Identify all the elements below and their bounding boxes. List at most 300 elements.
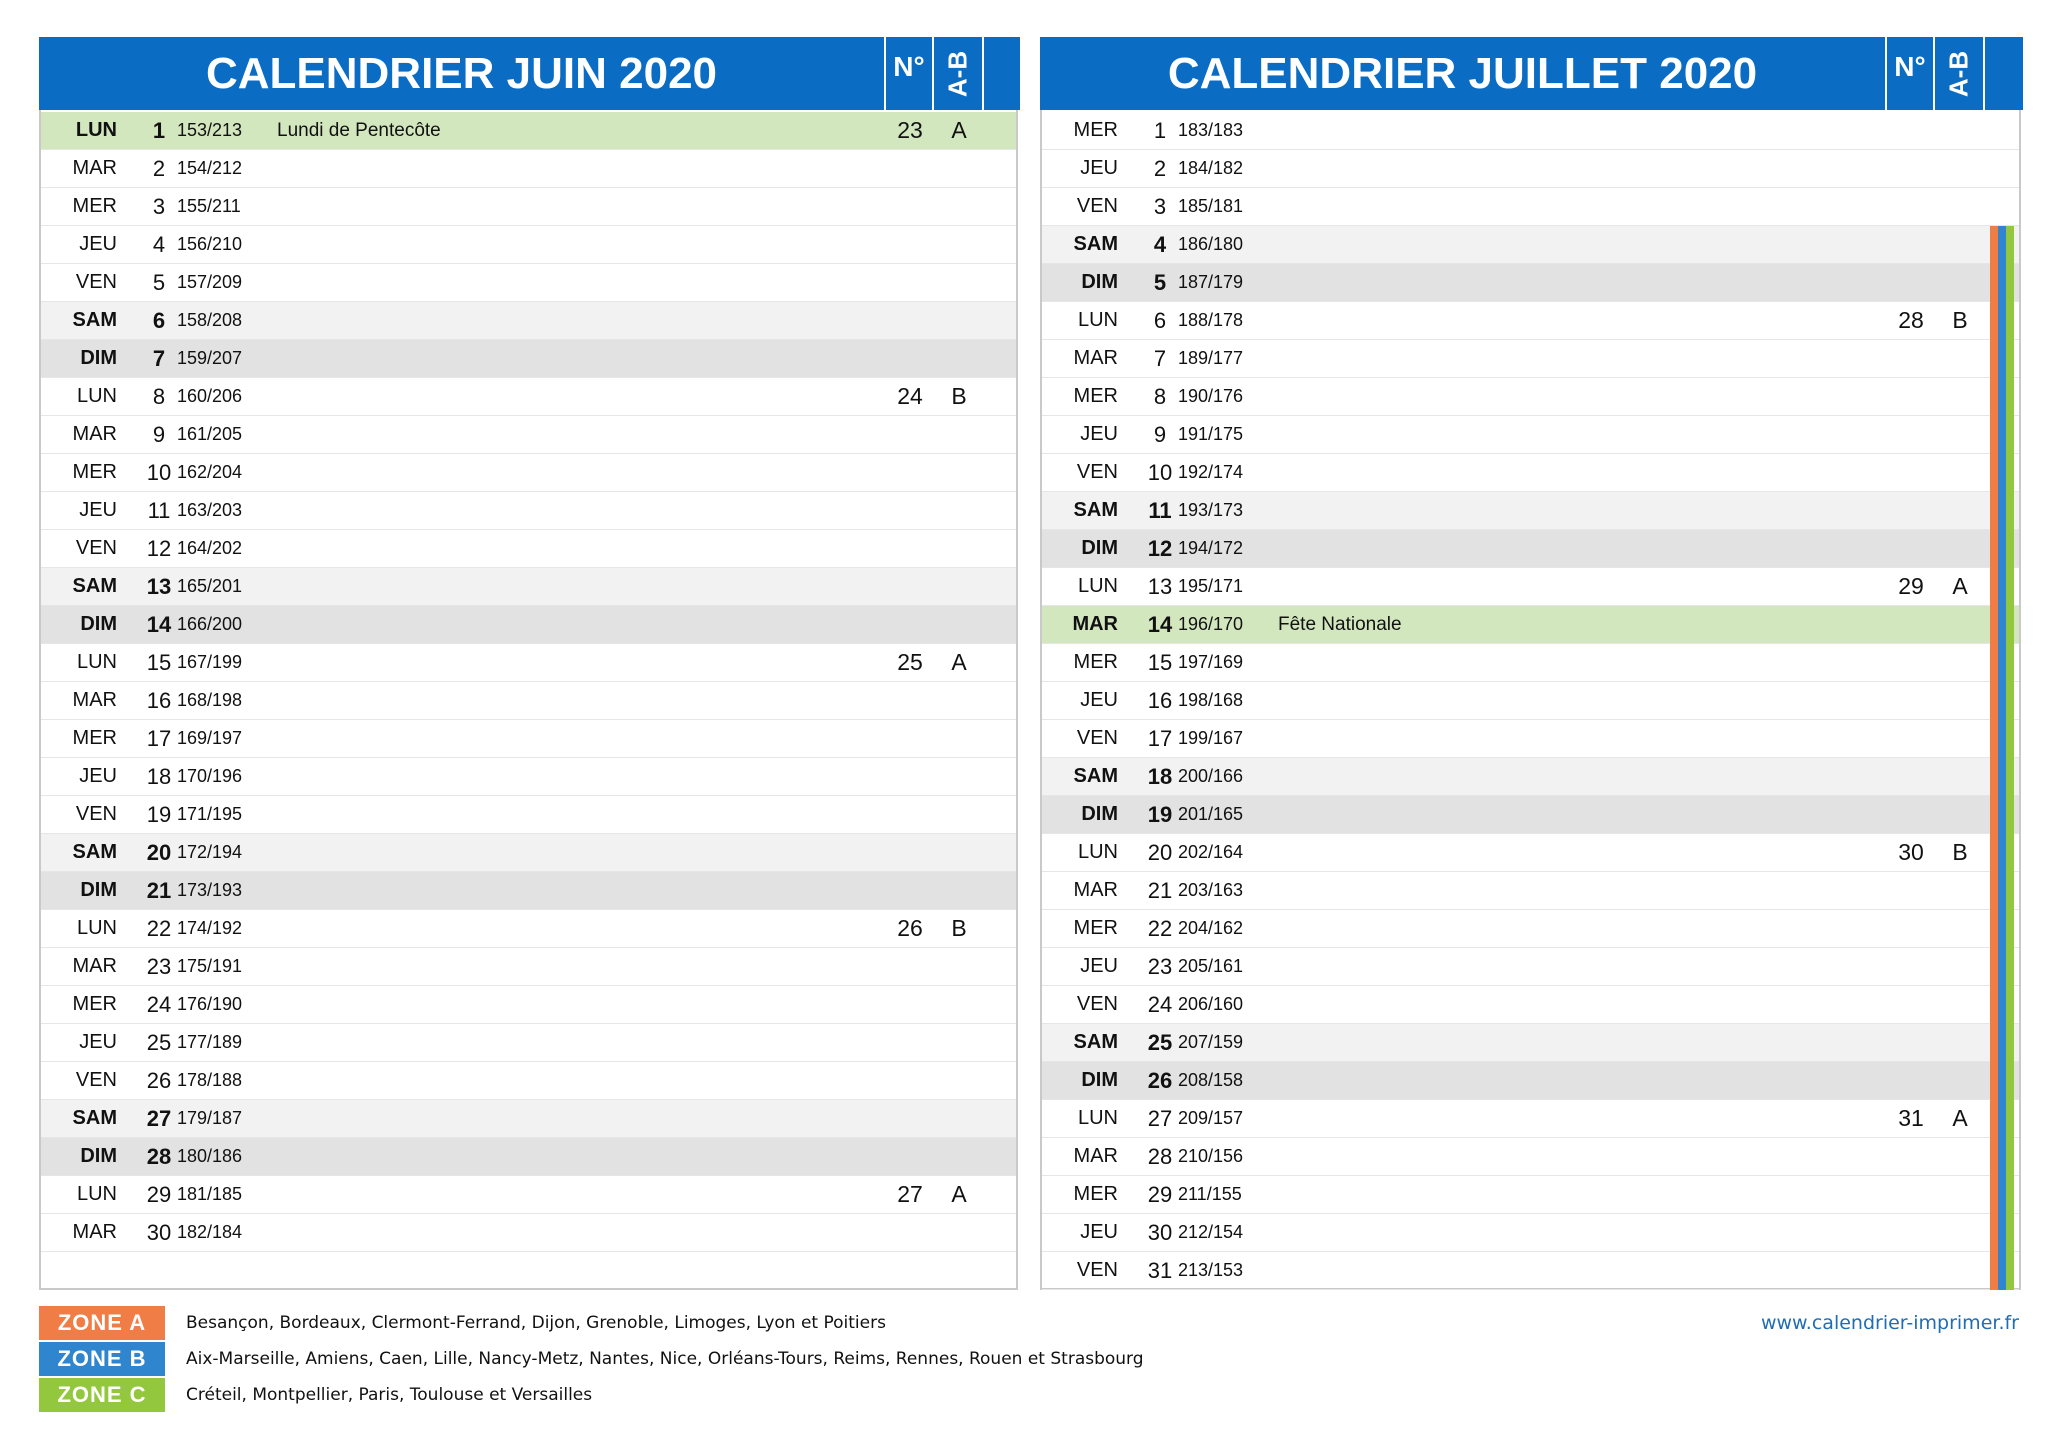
day-number: 2 xyxy=(1153,156,1167,181)
week-number: 27 xyxy=(897,1181,923,1207)
week-number xyxy=(886,1024,934,1061)
vacation-zone-a-strip xyxy=(1990,872,1998,910)
day-of-year: 183/183 xyxy=(1178,120,1244,140)
day-of-year: 167/199 xyxy=(177,652,243,672)
week-number xyxy=(886,872,934,909)
day-number: 19 xyxy=(1147,802,1173,827)
week-number xyxy=(1887,492,1935,529)
week-number: 30 xyxy=(1898,839,1924,865)
vacation-zone-b-strip xyxy=(1998,1252,2006,1290)
event-label xyxy=(277,454,697,491)
july-day-row xyxy=(1042,1062,2019,1100)
vacation-zone-b-strip xyxy=(1998,1024,2006,1062)
day-number: 5 xyxy=(1153,270,1167,295)
week-number xyxy=(1887,188,1935,225)
vacation-zone-c-strip xyxy=(2006,986,2014,1024)
vacation-zone-c-strip xyxy=(2006,682,2014,720)
week-ab: A xyxy=(951,117,967,143)
day-name: LUN xyxy=(76,385,117,407)
event-label xyxy=(277,1138,697,1175)
day-of-year: 196/170 xyxy=(1178,614,1244,634)
day-of-year: 160/206 xyxy=(177,386,243,406)
week-number xyxy=(1887,1252,1935,1289)
day-number: 24 xyxy=(1147,992,1173,1017)
vacation-zone-a-strip xyxy=(1990,834,1998,872)
event-label xyxy=(277,150,697,187)
day-name: SAM xyxy=(1073,1031,1118,1053)
vacation-zone-c-strip xyxy=(2006,568,2014,606)
week-ab xyxy=(1935,644,1985,681)
vacation-zone-a-strip xyxy=(1990,1062,1998,1100)
vacation-zone-b-strip xyxy=(1998,530,2006,568)
day-name: MER xyxy=(72,993,117,1015)
week-ab xyxy=(934,758,984,795)
day-number: 11 xyxy=(147,498,171,523)
day-number: 7 xyxy=(1153,346,1167,371)
week-ab xyxy=(1935,492,1985,529)
day-name: MER xyxy=(1073,1183,1118,1205)
week-ab xyxy=(1935,530,1985,567)
day-name: MER xyxy=(1073,385,1118,407)
july-day-row xyxy=(1042,416,2019,454)
day-number: 28 xyxy=(1147,1144,1173,1169)
day-name: MAR xyxy=(1073,879,1118,901)
week-number xyxy=(886,530,934,567)
day-of-year: 182/184 xyxy=(177,1222,243,1242)
day-of-year: 200/166 xyxy=(1178,766,1244,786)
day-number: 8 xyxy=(1153,384,1167,409)
event-label xyxy=(1278,1024,1698,1061)
week-ab xyxy=(934,1024,984,1061)
june-day-row xyxy=(41,1024,1016,1062)
june-day-row xyxy=(41,986,1016,1024)
event-label xyxy=(277,492,697,529)
event-label xyxy=(277,340,697,377)
week-ab xyxy=(1935,758,1985,795)
july-day-row xyxy=(1042,112,2019,150)
day-number: 16 xyxy=(146,688,172,713)
july-day-row xyxy=(1042,1252,2019,1290)
week-ab xyxy=(934,796,984,833)
day-name: JEU xyxy=(79,233,117,255)
week-ab: B xyxy=(951,915,967,941)
day-number: 21 xyxy=(1147,878,1173,903)
week-number xyxy=(886,1214,934,1251)
week-ab xyxy=(1935,1176,1985,1213)
event-label xyxy=(1278,454,1698,491)
week-number: 23 xyxy=(897,117,923,143)
vacation-zone-a-strip xyxy=(1990,568,1998,606)
july-zone-header xyxy=(1983,37,2023,110)
july-day-row xyxy=(1042,682,2019,720)
day-number: 8 xyxy=(152,384,166,409)
vacation-zone-b-strip xyxy=(1998,720,2006,758)
day-of-year: 153/213 xyxy=(177,120,243,140)
event-label xyxy=(1278,720,1698,757)
july-day-row xyxy=(1042,948,2019,986)
week-ab xyxy=(1935,986,1985,1023)
vacation-zone-c-strip xyxy=(2006,872,2014,910)
week-ab xyxy=(1935,188,1985,225)
vacation-zone-b-strip xyxy=(1998,378,2006,416)
vacation-zone-a-strip xyxy=(1990,720,1998,758)
zone-a-cities: Besançon, Bordeaux, Clermont-Ferrand, Dijon, Grenoble, Limoges, Lyon et Poitiers xyxy=(186,1313,886,1333)
week-number xyxy=(886,834,934,871)
day-name: SAM xyxy=(1073,499,1118,521)
day-number: 7 xyxy=(152,346,166,371)
vacation-zone-c-strip xyxy=(2006,492,2014,530)
vacation-zone-a-strip xyxy=(1990,1176,1998,1214)
day-of-year: 175/191 xyxy=(177,956,243,976)
july-day-row xyxy=(1042,796,2019,834)
day-name: LUN xyxy=(1077,1107,1118,1129)
july-header xyxy=(1040,37,2023,110)
vacation-zone-a-strip xyxy=(1990,1024,1998,1062)
vacation-zone-c-strip xyxy=(2006,1138,2014,1176)
day-name: DIM xyxy=(80,613,117,635)
day-of-year: 168/198 xyxy=(177,690,243,710)
day-of-year: 164/202 xyxy=(177,538,243,558)
june-day-row xyxy=(41,112,1016,150)
week-number xyxy=(1887,1024,1935,1061)
week-ab xyxy=(934,454,984,491)
event-label xyxy=(277,264,697,301)
week-ab xyxy=(934,150,984,187)
vacation-zone-c-strip xyxy=(2006,302,2014,340)
day-number: 28 xyxy=(146,1144,172,1169)
day-name: MAR xyxy=(72,423,117,445)
day-of-year: 155/211 xyxy=(177,196,241,216)
day-number: 9 xyxy=(1153,422,1167,447)
week-ab xyxy=(934,606,984,643)
day-number: 5 xyxy=(152,270,166,295)
week-number xyxy=(886,606,934,643)
event-label xyxy=(277,1214,697,1251)
vacation-zone-c-strip xyxy=(2006,264,2014,302)
event-label xyxy=(1278,150,1698,187)
week-ab xyxy=(1935,454,1985,491)
day-number: 27 xyxy=(146,1106,172,1131)
week-ab: B xyxy=(1952,839,1968,865)
event-label xyxy=(1278,1062,1698,1099)
day-name: MAR xyxy=(1073,1145,1118,1167)
vacation-zone-c-strip xyxy=(2006,226,2014,264)
day-of-year: 204/162 xyxy=(1178,918,1244,938)
event-label xyxy=(1278,796,1698,833)
week-ab xyxy=(934,1062,984,1099)
day-number: 15 xyxy=(1147,650,1173,675)
day-number: 18 xyxy=(146,764,172,789)
event-label xyxy=(1278,302,1698,339)
event-label xyxy=(1278,682,1698,719)
july-day-row xyxy=(1042,302,2019,340)
june-day-row xyxy=(41,1062,1016,1100)
week-number xyxy=(1887,720,1935,757)
day-number: 30 xyxy=(146,1220,172,1245)
vacation-zone-a-strip xyxy=(1990,454,1998,492)
week-ab xyxy=(934,1100,984,1137)
june-zone-header xyxy=(982,37,1020,110)
day-number: 23 xyxy=(146,954,172,979)
event-label xyxy=(1278,492,1698,529)
day-number: 6 xyxy=(152,308,166,333)
vacation-zone-c-strip xyxy=(2006,416,2014,454)
day-name: SAM xyxy=(1073,765,1118,787)
july-day-row xyxy=(1042,568,2019,606)
week-number xyxy=(1887,530,1935,567)
day-of-year: 193/173 xyxy=(1178,500,1244,520)
day-name: DIM xyxy=(1081,1069,1118,1091)
event-label xyxy=(1278,530,1698,567)
june-day-row xyxy=(41,568,1016,606)
day-number: 29 xyxy=(146,1182,172,1207)
day-name: JEU xyxy=(79,499,117,521)
event-label xyxy=(1278,340,1698,377)
week-number xyxy=(1887,986,1935,1023)
day-of-year: 162/204 xyxy=(177,462,243,482)
week-ab xyxy=(1935,1252,1985,1289)
july-day-row xyxy=(1042,758,2019,796)
week-number xyxy=(1887,1176,1935,1213)
week-ab xyxy=(934,720,984,757)
event-label xyxy=(1278,758,1698,795)
june-header xyxy=(39,37,1020,110)
june-day-row xyxy=(41,454,1016,492)
day-of-year: 156/210 xyxy=(177,234,243,254)
july-day-row xyxy=(1042,834,2019,872)
day-number: 14 xyxy=(1147,612,1173,637)
july-day-row xyxy=(1042,454,2019,492)
day-of-year: 187/179 xyxy=(1178,272,1244,292)
vacation-zone-a-strip xyxy=(1990,530,1998,568)
vacation-zone-b-strip xyxy=(1998,264,2006,302)
day-of-year: 211/155 xyxy=(1178,1184,1242,1204)
day-number: 1 xyxy=(152,118,166,143)
june-day-row xyxy=(41,872,1016,910)
day-name: MER xyxy=(1073,917,1118,939)
week-number xyxy=(886,986,934,1023)
day-name: MAR xyxy=(72,1221,117,1243)
day-name: LUN xyxy=(75,119,117,141)
event-label xyxy=(1278,986,1698,1023)
week-ab xyxy=(934,1214,984,1251)
vacation-zone-c-strip xyxy=(2006,758,2014,796)
day-number: 27 xyxy=(1147,1106,1173,1131)
day-number: 26 xyxy=(146,1068,172,1093)
day-number: 3 xyxy=(1153,194,1167,219)
day-of-year: 212/154 xyxy=(1178,1222,1244,1242)
july-day-row xyxy=(1042,340,2019,378)
vacation-zone-c-strip xyxy=(2006,1100,2014,1138)
day-of-year: 179/187 xyxy=(177,1108,243,1128)
event-label xyxy=(1278,948,1698,985)
event-label xyxy=(1278,1252,1698,1289)
week-number xyxy=(886,1138,934,1175)
july-day-row xyxy=(1042,872,2019,910)
day-of-year: 181/185 xyxy=(177,1184,243,1204)
day-of-year: 203/163 xyxy=(1178,880,1244,900)
week-number xyxy=(1887,150,1935,187)
week-ab xyxy=(934,948,984,985)
week-number xyxy=(886,948,934,985)
day-number: 18 xyxy=(1147,764,1173,789)
july-day-row xyxy=(1042,1176,2019,1214)
day-name: VEN xyxy=(1076,461,1118,483)
vacation-zone-a-strip xyxy=(1990,758,1998,796)
week-number: 28 xyxy=(1898,307,1924,333)
day-of-year: 178/188 xyxy=(177,1070,243,1090)
vacation-zone-a-strip xyxy=(1990,302,1998,340)
week-ab xyxy=(1935,1024,1985,1061)
day-name: SAM xyxy=(72,309,117,331)
day-number: 31 xyxy=(1147,1258,1173,1283)
vacation-zone-c-strip xyxy=(2006,340,2014,378)
event-label xyxy=(277,1024,697,1061)
day-of-year: 171/195 xyxy=(177,804,243,824)
day-of-year: 195/171 xyxy=(1178,576,1244,596)
day-of-year: 205/161 xyxy=(1178,956,1244,976)
day-of-year: 188/178 xyxy=(1178,310,1244,330)
day-of-year: 159/207 xyxy=(177,348,243,368)
week-number xyxy=(1887,758,1935,795)
calendar-july xyxy=(1040,37,2021,1290)
day-number: 2 xyxy=(152,156,166,181)
day-of-year: 185/181 xyxy=(1178,196,1244,216)
vacation-zone-a-strip xyxy=(1990,910,1998,948)
day-of-year: 177/189 xyxy=(177,1032,243,1052)
week-number xyxy=(1887,226,1935,263)
june-rows xyxy=(41,112,1016,1252)
week-ab xyxy=(934,682,984,719)
zone-c-badge: ZONE C xyxy=(39,1378,165,1412)
vacation-zone-b-strip xyxy=(1998,910,2006,948)
july-day-row xyxy=(1042,1024,2019,1062)
day-name: VEN xyxy=(75,271,117,293)
week-ab xyxy=(1935,872,1985,909)
event-label xyxy=(277,226,697,263)
week-number xyxy=(1887,378,1935,415)
day-number: 4 xyxy=(1153,232,1167,257)
vacation-zone-c-strip xyxy=(2006,454,2014,492)
day-number: 23 xyxy=(1147,954,1173,979)
day-number: 16 xyxy=(1147,688,1173,713)
event-label xyxy=(277,302,697,339)
day-name: VEN xyxy=(1076,1259,1118,1281)
vacation-zone-a-strip xyxy=(1990,340,1998,378)
vacation-zone-b-strip xyxy=(1998,758,2006,796)
vacation-zone-b-strip xyxy=(1998,492,2006,530)
day-number: 25 xyxy=(1147,1030,1173,1055)
day-name: JEU xyxy=(1080,1221,1118,1243)
day-name: DIM xyxy=(1081,803,1118,825)
day-of-year: 166/200 xyxy=(177,614,243,634)
day-of-year: 194/172 xyxy=(1178,538,1244,558)
vacation-zone-a-strip xyxy=(1990,1138,1998,1176)
day-number: 20 xyxy=(146,840,172,865)
week-ab: A xyxy=(1952,1105,1968,1131)
week-number xyxy=(886,416,934,453)
day-name: JEU xyxy=(1080,955,1118,977)
event-label xyxy=(1278,872,1698,909)
event-label xyxy=(277,834,697,871)
day-of-year: 190/176 xyxy=(1178,386,1244,406)
day-of-year: 206/160 xyxy=(1178,994,1244,1014)
july-day-row xyxy=(1042,986,2019,1024)
event-label xyxy=(277,188,697,225)
day-name: JEU xyxy=(1080,423,1118,445)
week-number xyxy=(886,796,934,833)
vacation-zone-b-strip xyxy=(1998,948,2006,986)
week-number xyxy=(886,302,934,339)
event-label xyxy=(1278,112,1698,149)
event-label xyxy=(1278,264,1698,301)
day-name: MAR xyxy=(1073,347,1118,369)
day-name: VEN xyxy=(75,803,117,825)
july-title: CALENDRIER JUILLET 2020 xyxy=(1167,49,1758,98)
july-week-number-header: N° xyxy=(1885,37,1933,110)
week-ab xyxy=(1935,682,1985,719)
day-name: JEU xyxy=(1080,689,1118,711)
june-week-number-header: N° xyxy=(884,37,932,110)
week-number xyxy=(886,720,934,757)
week-ab xyxy=(1935,340,1985,377)
event-label xyxy=(277,720,697,757)
vacation-zone-a-strip xyxy=(1990,948,1998,986)
july-rows xyxy=(1042,112,2019,1290)
day-number: 19 xyxy=(146,802,172,827)
june-ab-header: A-B xyxy=(932,37,982,110)
week-number xyxy=(886,682,934,719)
week-ab xyxy=(1935,1138,1985,1175)
vacation-zone-a-strip xyxy=(1990,796,1998,834)
week-number xyxy=(1887,872,1935,909)
vacation-zone-c-strip xyxy=(2006,1214,2014,1252)
event-label xyxy=(1278,910,1698,947)
week-ab xyxy=(934,986,984,1023)
june-day-row xyxy=(41,150,1016,188)
week-ab xyxy=(1935,112,1985,149)
week-ab xyxy=(1935,1062,1985,1099)
event-label: Fête Nationale xyxy=(1278,614,1402,635)
july-day-row xyxy=(1042,720,2019,758)
day-name: VEN xyxy=(75,1069,117,1091)
vacation-zone-c-strip xyxy=(2006,834,2014,872)
week-ab xyxy=(934,264,984,301)
day-name: LUN xyxy=(76,651,117,673)
day-of-year: 174/192 xyxy=(177,918,243,938)
vacation-zone-a-strip xyxy=(1990,378,1998,416)
day-name: SAM xyxy=(72,1107,117,1129)
week-ab: B xyxy=(951,383,967,409)
vacation-zone-b-strip xyxy=(1998,416,2006,454)
website-link[interactable]: www.calendrier-imprimer.fr xyxy=(1760,1312,2019,1334)
week-number xyxy=(886,150,934,187)
day-name: DIM xyxy=(1081,537,1118,559)
day-of-year: 163/203 xyxy=(177,500,243,520)
day-of-year: 213/153 xyxy=(1178,1260,1244,1280)
day-number: 13 xyxy=(1147,574,1173,599)
week-number xyxy=(886,568,934,605)
week-number xyxy=(1887,606,1935,643)
day-of-year: 208/158 xyxy=(1178,1070,1244,1090)
week-number xyxy=(1887,112,1935,149)
july-day-row xyxy=(1042,644,2019,682)
week-ab: B xyxy=(1952,307,1968,333)
july-day-row xyxy=(1042,1138,2019,1176)
june-day-row xyxy=(41,758,1016,796)
june-day-row xyxy=(41,1214,1016,1252)
event-label xyxy=(277,682,697,719)
